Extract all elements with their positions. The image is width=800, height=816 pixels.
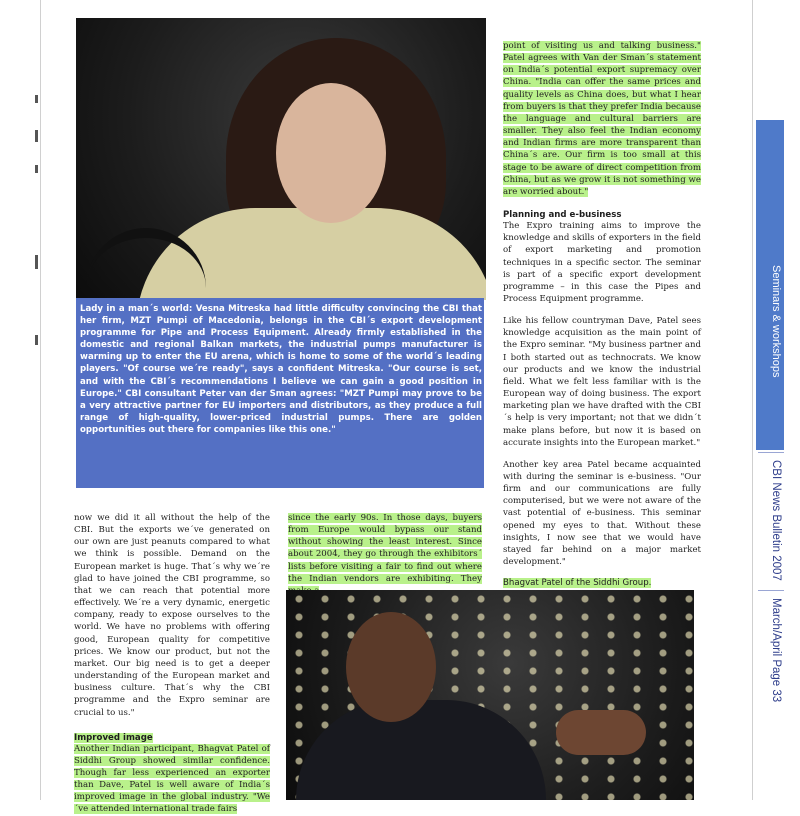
middle-column-paragraph: since the early 90s. In those days, buyers from Europe would bypass our stand without showing the least interest. Since about 2004, they go through the exhibitors´ lists before visiting a fair to find out where the Indian vendors are exhibiting. They <box>288 512 482 597</box>
left-column <box>74 512 270 816</box>
middle-column <box>288 512 482 597</box>
left-column-paragraph-2: Another Indian participant, Bhagvat Patel of Siddhi Group showed similar confidence. Though far less experienced an exporter than Dave, Patel is well aware of India´s improved image in the global industry. "We´ve attended international trade fairs <box>74 743 270 815</box>
photo-caption-patel: Bhagvat Patel of the Siddhi Group. <box>503 578 652 589</box>
photo-caption-text: Lady in a man´s world: Vesna Mitreska had little difficulty convincing the CBI that her firm, MZT Pumpi of Macedonia, belongs in the CBI´s export development programme for Pipe and Process Equipment. Already firmly established in the domestic and regional Balkan markets, the industrial pumps manufacturer is warming up to enter the EU arena, which is home to some of the world´s leading players. "Of course we´re ready", says a confident Mitreska. "Our course is set, and with the CBI´s recommendations I believe we can gain a good position in Europe." CBI consultant Peter van der Sman agrees: "MZT Pumpi may prove to be a very attractive partner for EU importers and distributors, as they produce a full range of high-quality, lower-priced industrial pumps. There are golden opportunities out there for companies like this one." <box>80 304 482 435</box>
page-right-edge <box>752 0 753 800</box>
margin-mark <box>35 165 38 173</box>
margin-mark <box>35 335 38 345</box>
right-column-paragraph: Another key area Patel became acquainted with during the seminar is e-business. "Our firm and our communications are fully computerised, but we were not aware of the vast potential of e-business. This seminar opened my eyes to that. Without these insights, I now see that we would have stayed far behind on a major market development." <box>503 459 701 568</box>
right-column-quote: point of visiting us and talking business." Patel agrees with Van der Sman´s statement on India´s potential export supremacy over China. "India can offer the same prices and quality levels as China does, but what I hear from buyers is that they prefer India because the language and cultural barriers are smaller. They also feel the Indian economy and Indian firms are more transparent than China´s are. Our firm is too small at this stage to be aware of direct competition from China, but as we grow it is not something we are worried about." <box>503 41 701 197</box>
sidebar-section-label: Seminars & workshops <box>770 265 782 378</box>
right-column-paragraph: The Expro training aims to improve the knowledge and skills of exporters in the field of export marketing and promotion techniques in a specific sector. The seminar is part of a specific export development programme – in this case the Pipes and Process Equipment programme. <box>503 221 701 304</box>
margin-mark <box>35 95 38 103</box>
page-left-edge <box>40 0 41 800</box>
photo-bhagvat-patel <box>286 590 694 800</box>
margin-mark <box>35 130 38 142</box>
sidebar-page-label: March/April Page 33 <box>770 598 782 703</box>
photo-vesna-mitreska <box>76 18 486 300</box>
right-column <box>503 40 701 588</box>
margin-mark <box>35 255 38 269</box>
sidebar-bulletin-title: CBI News Bulletin 2007 <box>770 460 782 581</box>
sidebar-divider <box>758 452 784 453</box>
right-column-paragraph: Like his fellow countryman Dave, Patel sees knowledge acquisition as the main point of the Expro seminar. "My business partner and I both started out as technocrats. We know our products and we know the industrial field. What we felt less familiar with is the European way of doing business. The export marketing plan we have drafted with the CBI´s help is very important; not that we didn´t make plans before, but now it is based on accurate insights into the European market." <box>503 316 701 448</box>
sidebar-divider <box>758 590 784 591</box>
left-column-paragraph: now we did it all without the help of the CBI. But the exports we´ve generated on our own are just peanuts compared to what we think is possible. Demand on the European market is huge. That´s why we´re glad to have joined the CBI programme, so that we can reach that potential more effectively. We´re a very dynamic, energetic company, ready to expose ourselves to the world. We have no problems with offering good, European quality for competitive prices. We know our product, but not the market. Our big need is to get a deeper understanding of the European market and business culture. That´s why the CBI programme and the Expro seminar are crucial to us." <box>74 513 270 718</box>
heading-planning-e-business: Planning and e-business <box>503 210 622 221</box>
heading-improved-image: Improved image <box>74 732 153 743</box>
